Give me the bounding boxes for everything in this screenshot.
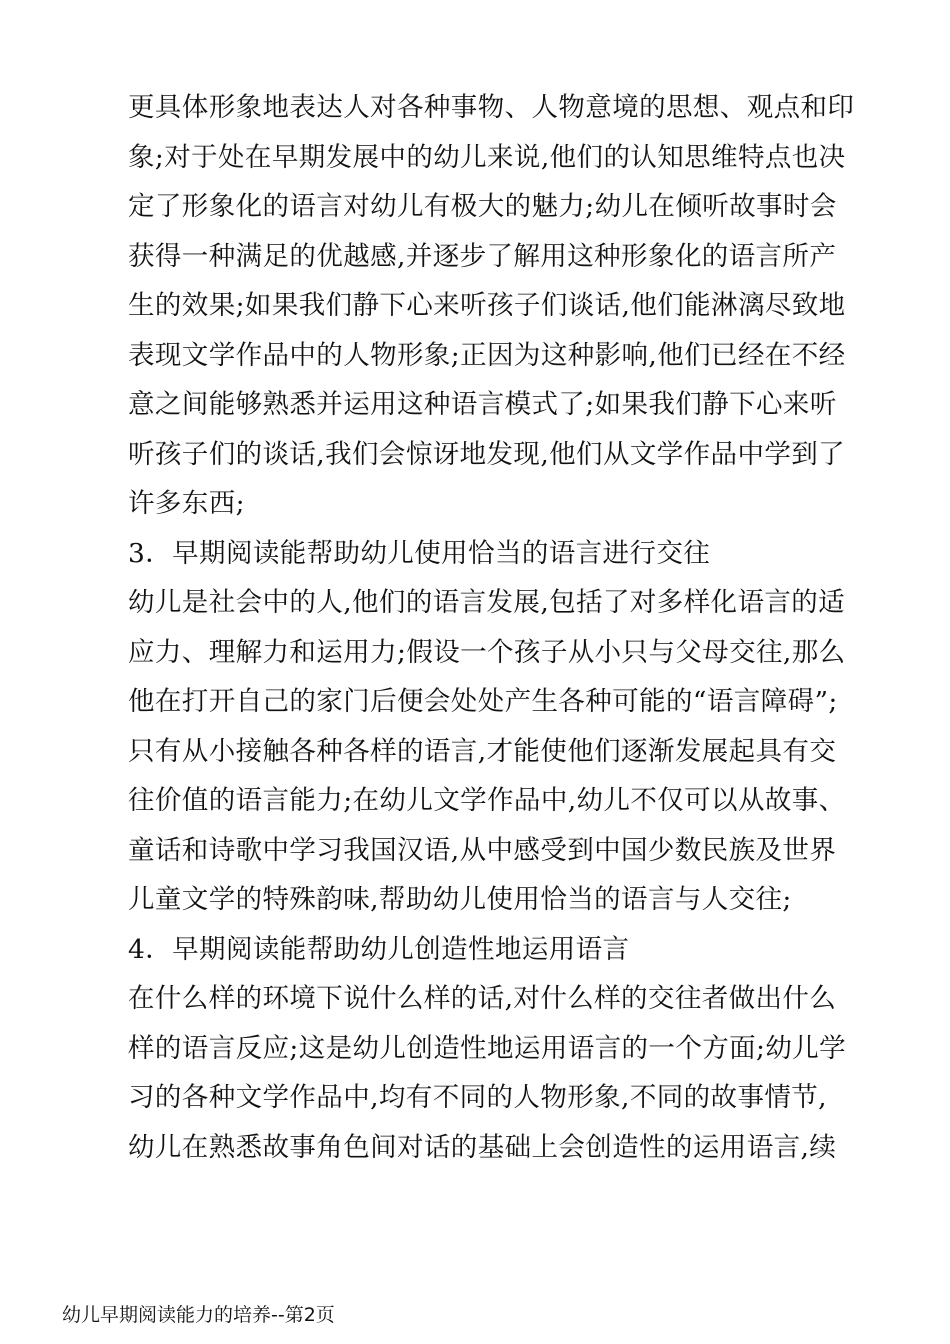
page-footer: 幼儿早期阅读能力的培养--第2页 xyxy=(62,1304,335,1326)
text-line: 幼儿在熟悉故事角色间对话的基础上会创造性的运用语言,续 xyxy=(128,1131,837,1163)
text-line: 象;对于处在早期发展中的幼儿来说,他们的认知思维特点也决 xyxy=(128,141,846,173)
text-line: 样的语言反应;这是幼儿创造性地运用语言的一个方面;幼儿学 xyxy=(128,1032,847,1064)
text-line: 更具体形象地表达人对各种事物、人物意境的思想、观点和印 xyxy=(128,92,855,123)
text-line: 应力、理解力和运用力;假设一个孩子从小只与父母交往,那么 xyxy=(128,636,846,668)
text-line: 表现文学作品中的人物形象;正因为这种影响,他们已经在不经 xyxy=(128,339,846,371)
text-line: 只有从小接触各种各样的语言,才能使他们逐渐发展起具有交 xyxy=(128,735,837,767)
text-line: 生的效果;如果我们静下心来听孩子们谈话,他们能淋漓尽致地 xyxy=(128,290,846,321)
section-heading: 3．早期阅读能帮助幼儿使用恰当的语言进行交往 xyxy=(128,537,711,569)
body-text xyxy=(128,83,855,1172)
text-line: 往价值的语言能力;在幼儿文学作品中,幼儿不仅可以从故事、 xyxy=(128,785,846,816)
text-line: 许多东西; xyxy=(128,488,245,519)
text-line: 听孩子们的谈话,我们会惊讶地发现,他们从文学作品中学到了 xyxy=(128,438,846,470)
text-line: 在什么样的环境下说什么样的话,对什么样的交往者做出什么 xyxy=(128,983,837,1014)
text-line: 幼儿是社会中的人,他们的语言发展,包括了对多样化语言的适 xyxy=(128,587,846,618)
text-line: 获得一种满足的优越感,并逐步了解用这种形象化的语言所产 xyxy=(128,240,837,272)
text-line: 习的各种文学作品中,均有不同的人物形象,不同的故事情节, xyxy=(128,1082,827,1113)
text-line: 定了形象化的语言对幼儿有极大的魅力;幼儿在倾听故事时会 xyxy=(128,191,837,222)
text-line: 儿童文学的特殊韵味,帮助幼儿使用恰当的语言与人交往; xyxy=(128,884,792,915)
text-line: 童话和诗歌中学习我国汉语,从中感受到中国少数民族及世界 xyxy=(128,834,837,866)
text-line: 意之间能够熟悉并运用这种语言模式了;如果我们静下心来听 xyxy=(128,389,837,420)
section-heading: 4．早期阅读能帮助幼儿创造性地运用语言 xyxy=(128,933,630,965)
text-line: 他在打开自己的家门后便会处处产生各种可能的“语言障碍”; xyxy=(128,686,838,717)
